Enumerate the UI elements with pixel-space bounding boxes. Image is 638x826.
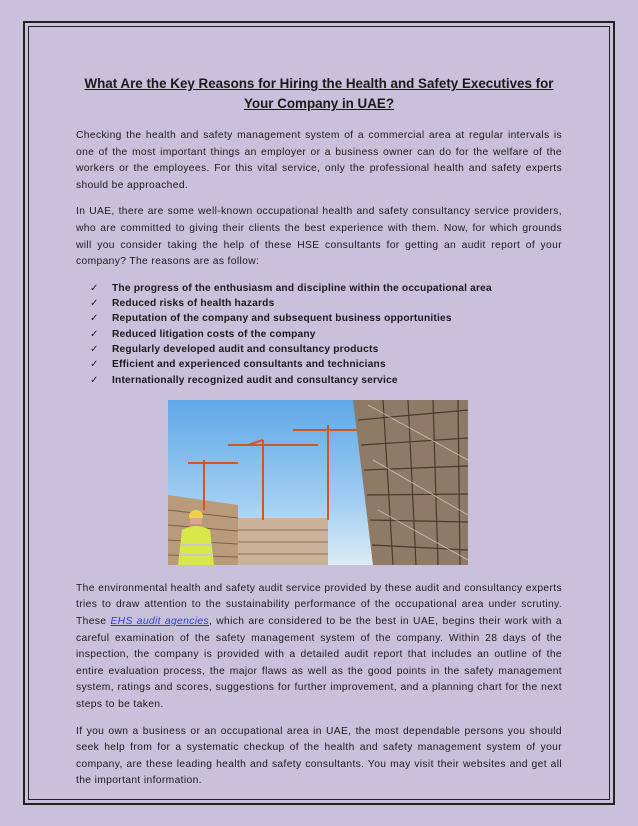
list-item-text: Efficient and experienced consultants and technicians (112, 359, 386, 371)
checkmark-icon: ✓ (90, 328, 99, 340)
list-item (90, 327, 562, 342)
ehs-audit-agencies-link[interactable]: EHS audit agencies (110, 616, 209, 628)
checkmark-icon: ✓ (90, 298, 99, 310)
audit-service-paragraph (76, 581, 562, 714)
checkmark-icon: ✓ (90, 282, 99, 294)
list-item-text: The progress of the enthusiasm and discipline within the occupational area (112, 282, 492, 294)
document-body (76, 74, 562, 800)
closing-paragraph: If you own a business or an occupational area in UAE, the most dependable persons you should seek help from for a systematic checkup of the health and safety management system of your company, are these leading health and safety consultants. You may visit their websites and get all the important information. (76, 725, 562, 787)
list-item (90, 373, 562, 388)
intro-paragraph: Checking the health and safety management system of a commercial area at regular intervals is one of the most important things an employer or a business owner can do for the welfare of the workers or the employees. For this vital service, only the professional health and safety experts should be approached. (76, 130, 562, 191)
checkmark-icon: ✓ (90, 359, 99, 371)
list-item (90, 281, 562, 296)
list-item-text: Reputation of the company and subsequent business opportunities (112, 313, 452, 325)
reasons-list (76, 281, 562, 388)
list-item-text: Internationally recognized audit and consultancy service (112, 374, 398, 386)
document-title: What Are the Key Reasons for Hiring the Health and Safety Executives for Your Company in UAE? (84, 76, 554, 111)
list-item-text: Reduced risks of health hazards (112, 298, 275, 310)
list-item-text: Regularly developed audit and consultancy products (112, 343, 379, 355)
construction-site-photo (168, 400, 468, 565)
audit-text-before-link: The environmental health and safety audit service provided by these audit and consultancy experts tries to draw attention to the sustainability performance of the occupational area under scrutiny. These (76, 582, 562, 628)
list-item (90, 296, 562, 311)
list-item (90, 342, 562, 357)
checkmark-icon: ✓ (90, 313, 99, 325)
construction-site-image (168, 400, 468, 565)
audit-text-after-link: , which are considered to be the best in UAE, begins their work with a careful examination of the safety management system of the company. Within 28 days of the inspection, the company is provided with a detailed audit report that includes an outline of the entire evaluation process, the major flaws as well as the good points in the safety management system, ratings and scores, suggestions for further improvement, and a planning chart for the next steps to be taken. (76, 616, 562, 710)
list-item (90, 311, 562, 326)
list-item (90, 357, 562, 372)
consultants-paragraph: In UAE, there are some well-known occupational health and safety consultancy service providers, who are committed to giving their clients the best experience with them. Now, for which grounds will you consider taking the help of these HSE consultants for getting an audit report of your company? The reasons are as follow: (76, 206, 562, 268)
checkmark-icon: ✓ (90, 343, 99, 355)
list-item-text: Reduced litigation costs of the company (112, 328, 316, 340)
checkmark-icon: ✓ (90, 374, 99, 386)
